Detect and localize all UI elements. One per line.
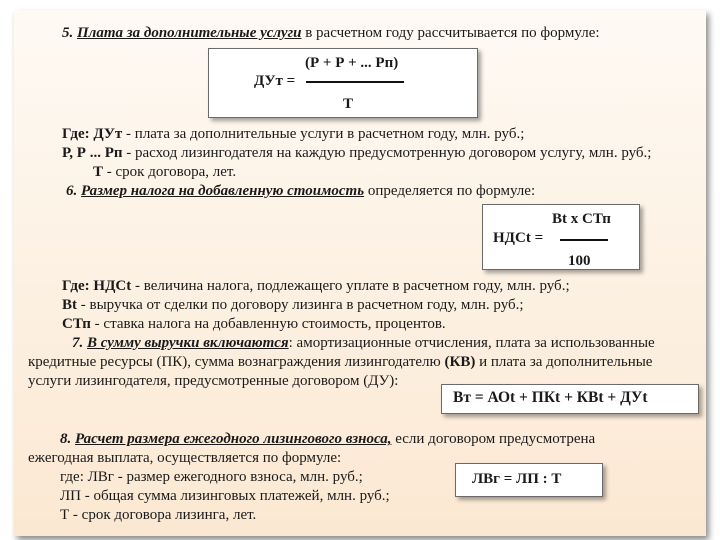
formula-revenue: Вт = АОt + ПКt + КВt + ДУt bbox=[453, 389, 648, 406]
definition-t bbox=[93, 163, 236, 181]
section-7-kv: (КВ) bbox=[444, 354, 476, 370]
section-8-def-t: Т - срок договора лизинга, лет. bbox=[60, 507, 257, 523]
section-6-intro bbox=[66, 182, 535, 200]
section-7-text: : амортизационные отчисления, плата за использованные bbox=[288, 335, 655, 351]
section-8-def-lp: ЛП - общая сумма лизинговых платежей, млн. руб.; bbox=[60, 488, 390, 504]
definition-stp bbox=[62, 315, 446, 333]
formula-du-numerator: (Р + Р + ... Рп) bbox=[305, 55, 399, 71]
section-7-heading: В сумму выручки включаются bbox=[87, 335, 289, 351]
section-8-number: 8. bbox=[60, 431, 72, 447]
section-7-number: 7. bbox=[72, 335, 84, 351]
section-7-intro bbox=[72, 334, 655, 352]
section-6-heading: Размер налога на добавленную стоимость bbox=[81, 183, 365, 199]
definition-du bbox=[62, 125, 524, 143]
definition-text: - расход лизингодателя на каждую предусмотренную договором услугу, млн. руб.; bbox=[122, 145, 652, 161]
definition-bt bbox=[62, 296, 524, 314]
definition-text: - ставка налога на добавленную стоимость, процентов. bbox=[90, 316, 446, 332]
definition-text: - величина налога, подлежащего уплате в расчетном году, млн. руб.; bbox=[131, 278, 570, 294]
section-7-line-3: услуги лизингодателя, предусмотренные договором (ДУ): bbox=[28, 373, 399, 389]
section-7-line-2 bbox=[28, 353, 652, 371]
formula-du-lhs: ДУт = bbox=[254, 73, 296, 89]
formula-nds-denominator: 100 bbox=[568, 253, 591, 269]
where-label: Где: bbox=[62, 278, 90, 294]
section-8-line-2: ежегодная выплата, осуществляется по формуле: bbox=[28, 450, 342, 466]
section-6-number: 6. bbox=[66, 183, 78, 199]
section-6-text: определяется по формуле: bbox=[364, 183, 536, 199]
formula-du-denominator: Т bbox=[343, 96, 354, 112]
definition-text: - срок договора, лет. bbox=[103, 164, 237, 180]
definition-term: ДУт bbox=[93, 126, 123, 142]
formula-du-fraction-bar bbox=[306, 81, 404, 83]
definition-nds bbox=[62, 277, 570, 295]
definition-term: Р, Р ... Рп bbox=[62, 145, 123, 161]
section-8-intro bbox=[60, 430, 595, 448]
definition-text: - плата за дополнительные услуги в расчетном году, млн. руб.; bbox=[122, 126, 525, 142]
definition-p bbox=[62, 144, 651, 162]
section-5-number: 5. bbox=[62, 25, 74, 41]
section-5-heading: Плата за дополнительные услуги bbox=[77, 25, 302, 41]
section-7-text: кредитные ресурсы (ПК), сумма вознаграждения лизингодателю bbox=[28, 354, 445, 370]
definition-term: НДСt bbox=[93, 278, 132, 294]
section-8-def-lvg: где: ЛВг - размер ежегодного взноса, млн. руб.; bbox=[60, 469, 363, 485]
definition-term: Вt bbox=[62, 297, 77, 313]
section-5-text: в расчетном году рассчитывается по формуле: bbox=[301, 25, 600, 41]
formula-nds-fraction-bar bbox=[560, 239, 608, 241]
formula-nds-numerator: Вt x СТп bbox=[552, 211, 611, 227]
section-7-text: и плата за дополнительные bbox=[475, 354, 653, 370]
where-label: Где: bbox=[62, 126, 90, 142]
definition-text: - выручка от сделки по договору лизинга в расчетном году, млн. руб.; bbox=[77, 297, 524, 313]
formula-nds-lhs: НДСt = bbox=[493, 230, 544, 246]
definition-term: СТп bbox=[62, 316, 91, 332]
formula-lvg: ЛВг = ЛП : Т bbox=[472, 471, 562, 487]
section-8-heading: Расчет размера ежегодного лизингового взноса, bbox=[75, 431, 392, 447]
definition-term: Т bbox=[93, 164, 104, 180]
section-5-intro bbox=[62, 24, 600, 42]
section-8-text: если договором предусмотрена bbox=[391, 431, 596, 447]
